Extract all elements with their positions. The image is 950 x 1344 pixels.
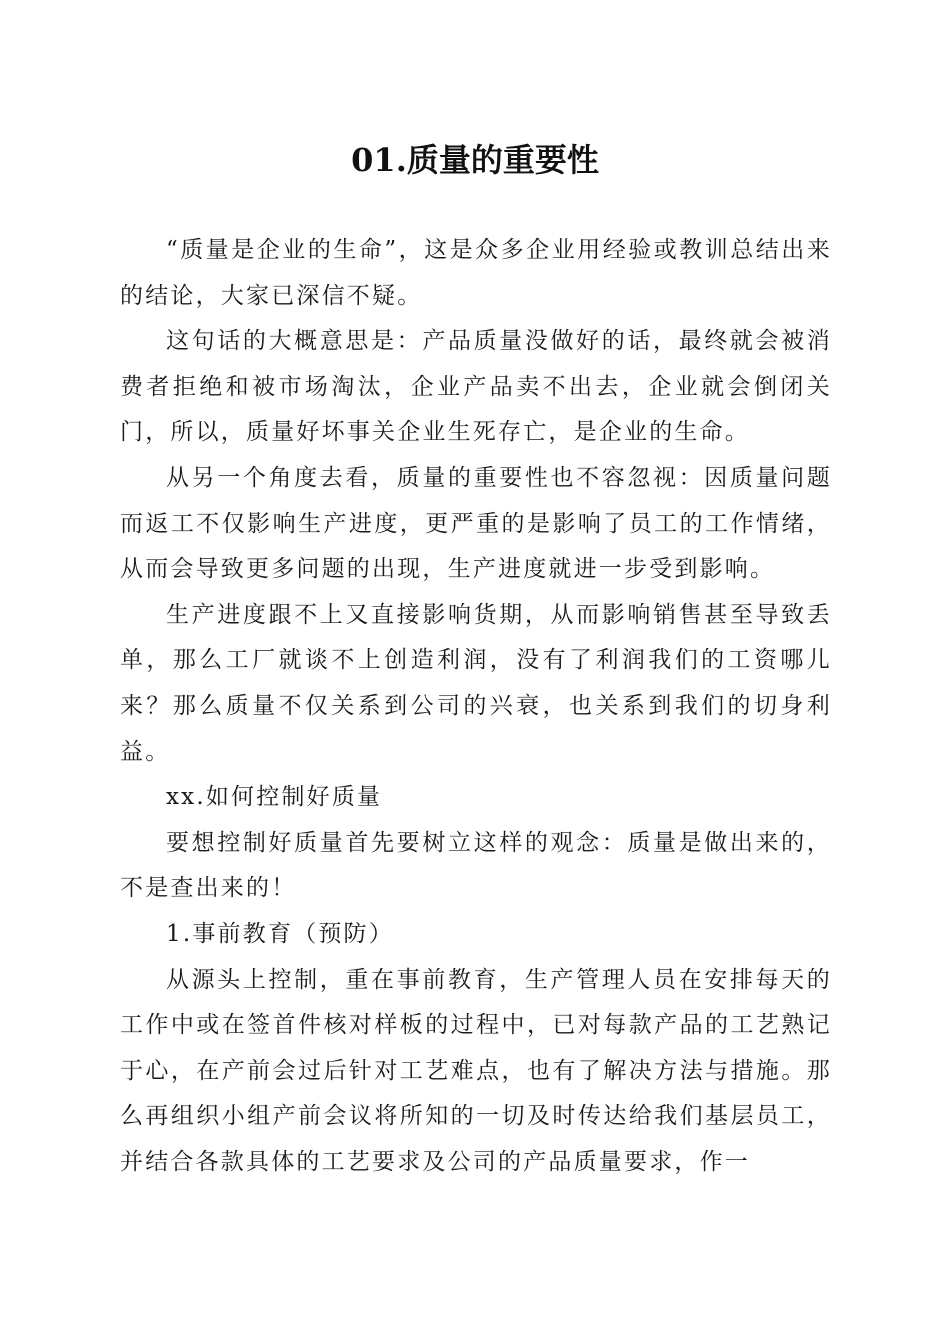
subsection-heading: 1.事前教育（预防） <box>166 920 394 947</box>
paragraph: 生产进度跟不上又直接影响货期，从而影响销售甚至导致丢单，那么工厂就谈不上创造利润，没有了利润我们的工资哪儿来？那么质量不仅关系到公司的兴衰，也关系到我们的切身利益。 <box>120 601 832 765</box>
paragraph: 从源头上控制，重在事前教育，生产管理人员在安排每天的工作中或在签首件核对样板的过程中，已对每款产品的工艺熟记于心，在产前会过后针对工艺难点，也有了解决方法与措施。那么再组织小组产前会议将所知的一切及时传达给我们基层员工，并结合各款具体的工艺要求及公司的产品质量要求，作一 <box>120 966 832 1175</box>
paragraph: “质量是企业的生命”，这是众多企业用经验或教训总结出来的结论，大家已深信不疑。 <box>120 237 832 309</box>
paragraph: 从另一个角度去看，质量的重要性也不容忽视：因质量问题而返工不仅影响生产进度，更严重的是影响了员工的工作情绪，从而会导致更多问题的出现，生产进度就进一步受到影响。 <box>120 464 832 583</box>
document-title: 01.质量的重要性 <box>351 141 599 179</box>
paragraph: 要想控制好质量首先要树立这样的观念：质量是做出来的，不是查出来的！ <box>120 829 832 902</box>
document-body <box>120 228 832 1185</box>
paragraph: 这句话的大概意思是：产品质量没做好的话，最终就会被消费者拒绝和被市场淘汰，企业产品卖不出去，企业就会倒闭关门，所以，质量好坏事关企业生死存亡，是企业的生命。 <box>120 328 832 446</box>
section-heading: xx.如何控制好质量 <box>166 784 383 811</box>
